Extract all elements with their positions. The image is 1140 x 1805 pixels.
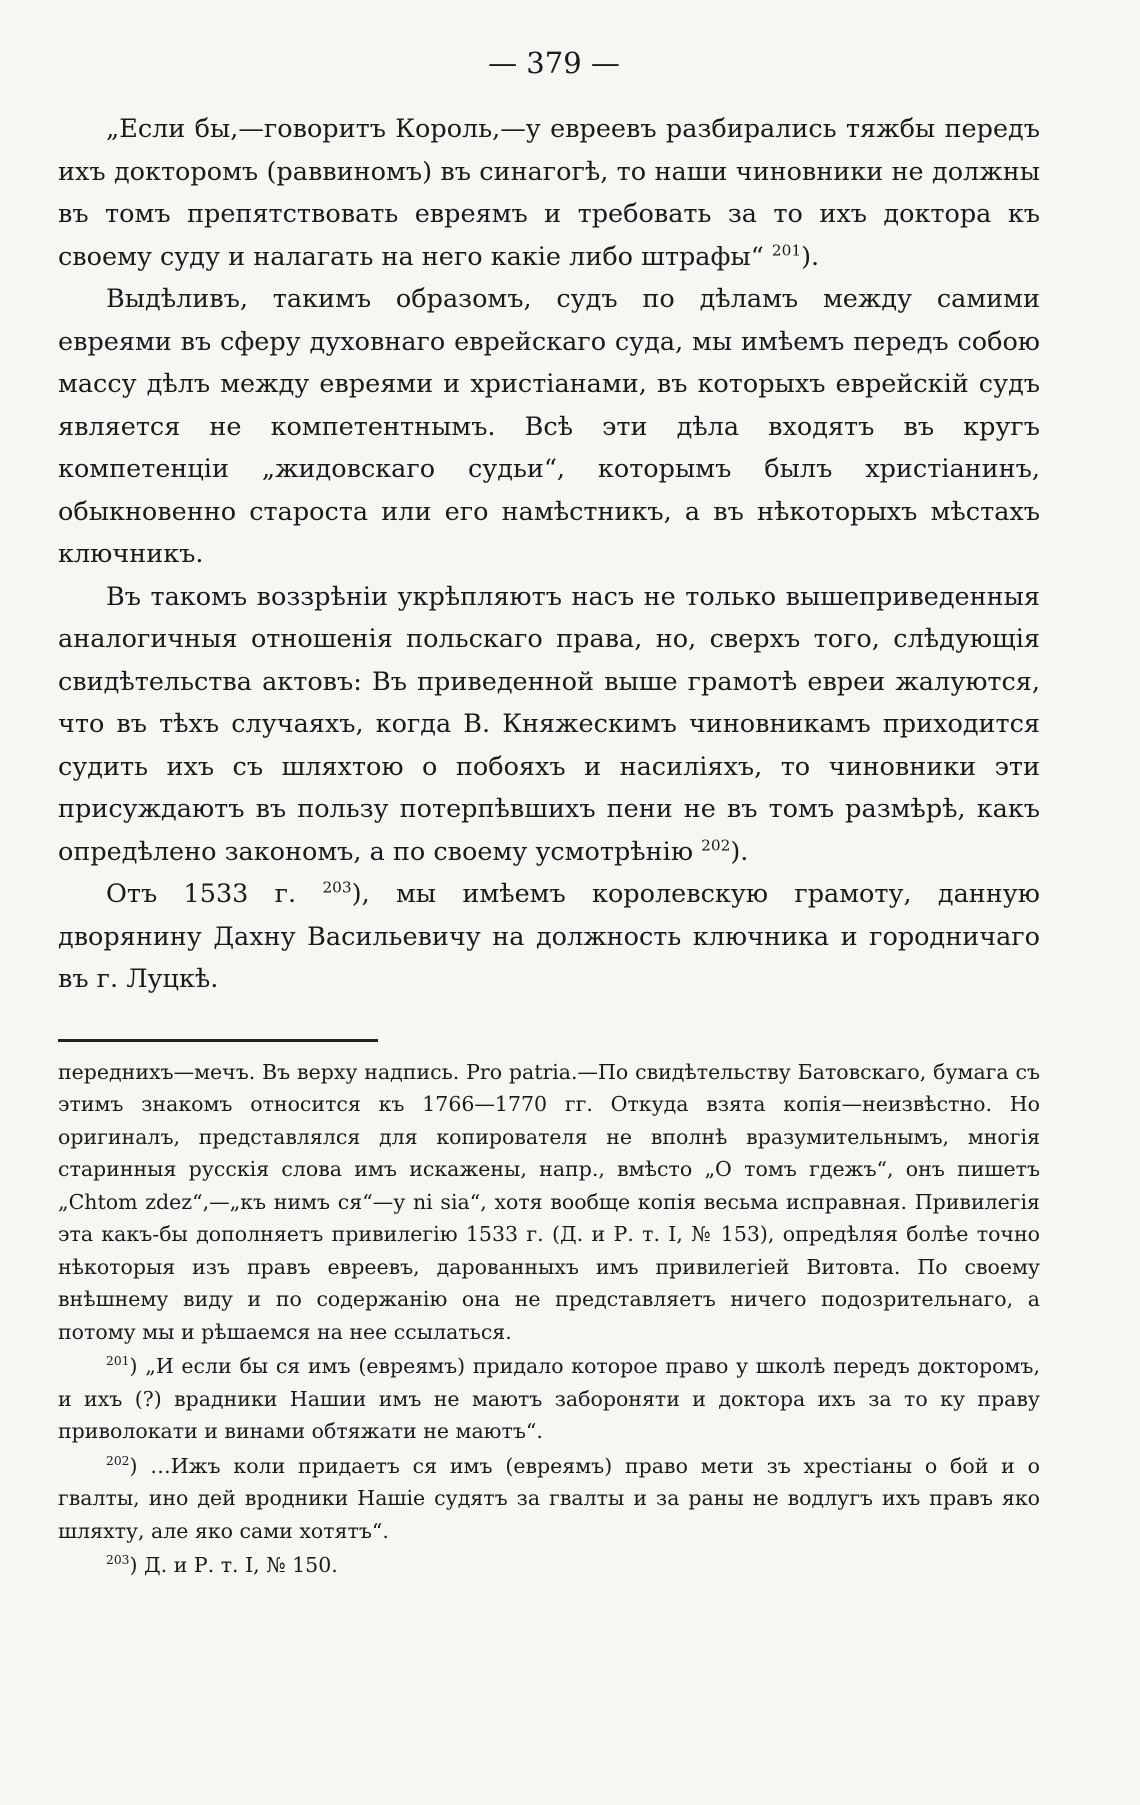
footnote-text: „И если бы ся имъ (евреямъ) придало которое право у школѣ передъ докторомъ, и ихъ (?) врадники Нашии имъ не маютъ забороняти и доктора ихъ за то ку праву приволокати и винами обтяжати не маютъ“. xyxy=(58,1354,1040,1443)
paragraph-text: Выдѣливъ, такимъ образомъ, судъ по дѣламъ между самими евреями въ сферу духовнаго еврейскаго суда, мы имѣемъ передъ собою массу дѣлъ между евреями и христіанами, въ которыхъ еврейскій судъ является не компетентнымъ. Всѣ эти дѣла входятъ въ кругъ компетенціи „жидовскаго судьи“, которымъ былъ христіанинъ, обыкновенно староста или его намѣстникъ, а въ нѣкоторыхъ мѣстахъ ключникъ. xyxy=(58,284,1040,569)
footnote xyxy=(58,1350,1040,1448)
footnote-ref: 201 xyxy=(771,241,802,259)
paragraph-text: Отъ 1533 г. xyxy=(106,879,297,909)
paragraph xyxy=(58,278,1040,576)
footnote-mark: 201 xyxy=(106,1354,130,1369)
page-number: — 379 — xyxy=(488,46,620,80)
footnote xyxy=(58,1450,1040,1548)
footnote-ref-close: ) xyxy=(351,879,362,909)
paragraph-text: Въ такомъ воззрѣніи укрѣпляютъ насъ не только вышеприведенныя аналогичныя отношенія польскаго права, но, сверхъ того, слѣдующія свидѣтельства актовъ: Въ приведенной выше грамотѣ евреи жалуются, что въ тѣхъ случаяхъ, когда В. Княжескимъ чиновникамъ приходится судить ихъ съ шляхтою о побояхъ и насиліяхъ, то чиновники эти присуждаютъ въ пользу потерпѣвшихъ пени не въ томъ размѣрѣ, какъ опредѣлено закономъ, а по своему усмотрѣнію xyxy=(58,581,1040,867)
paragraph xyxy=(58,108,1040,278)
paragraph xyxy=(58,576,1040,874)
main-text xyxy=(58,108,1040,1001)
footnote-text: Д. и Р. т. I, № 150. xyxy=(137,1553,338,1577)
footnote-paren: ) xyxy=(129,1453,138,1478)
footnote-ref-close: ). xyxy=(801,241,820,272)
footnote-mark: 202 xyxy=(106,1453,130,1468)
footnote-ref-close: ). xyxy=(730,836,749,867)
footnotes xyxy=(58,1056,1040,1582)
footnote-paren: ) xyxy=(129,1553,138,1577)
footnote-paren: ) xyxy=(129,1354,138,1378)
footnote-divider xyxy=(58,1039,378,1042)
paragraph-text: , мы имѣемъ королевскую грамоту, данную дворянину Дахну Васильевичу на должность ключника и городничаго въ г. Луцкѣ. xyxy=(58,879,1040,994)
paragraph-text: „Если бы,—говоритъ Король,—у евреевъ разбирались тяжбы передъ ихъ докторомъ (раввиномъ) въ синагогѣ, то наши чиновники не должны въ томъ препятствовать евреямъ и требовать за то ихъ доктора къ своему суду и налагать на него какіе либо штрафы“ xyxy=(58,114,1040,272)
footnote-text: …Ижъ коли придаетъ ся имъ (евреямъ) право мети зъ хрестіаны о бой и о гвалты, ино дей вродники Нашіе судятъ за гвалты и за раны не водлугъ ихъ правъ яко шляхту, але яко сами хотятъ“. xyxy=(58,1453,1040,1543)
paragraph xyxy=(58,873,1040,1001)
footnote-continued: переднихъ—мечъ. Въ верху надпись. Pro patria.—По свидѣтельству Батовскаго, бумага съ этимъ знакомъ относится къ 1766—1770 гг. Откуда взята копія—неизвѣстно. Но оригиналъ, представлялся для копирователя не вполнѣ вразумительнымъ, многія старинныя русскія слова имъ искажены, напр., вмѣсто „О томъ гдежъ“, онъ пишетъ „Chtom zdez“,—„къ нимъ ся“—у ni sia“, хотя вообще копія весьма исправная. Привилегія эта какъ-бы дополняетъ привилегію 1533 г. (Д. и Р. т. I, № 153), опредѣляя болѣе точно нѣкоторыя изъ правъ евреевъ, дарованныхъ имъ привилегіей Витовта. По своему внѣшнему виду и по содержанію она не представляетъ ничего подозрительнаго, а потому мы и рѣшаемся на нее ссылаться. xyxy=(58,1059,1040,1344)
footnote xyxy=(58,1549,1040,1582)
footnote-ref: 203 xyxy=(322,878,352,897)
footnote-mark: 203 xyxy=(106,1553,130,1568)
footnote-ref: 202 xyxy=(701,836,731,854)
